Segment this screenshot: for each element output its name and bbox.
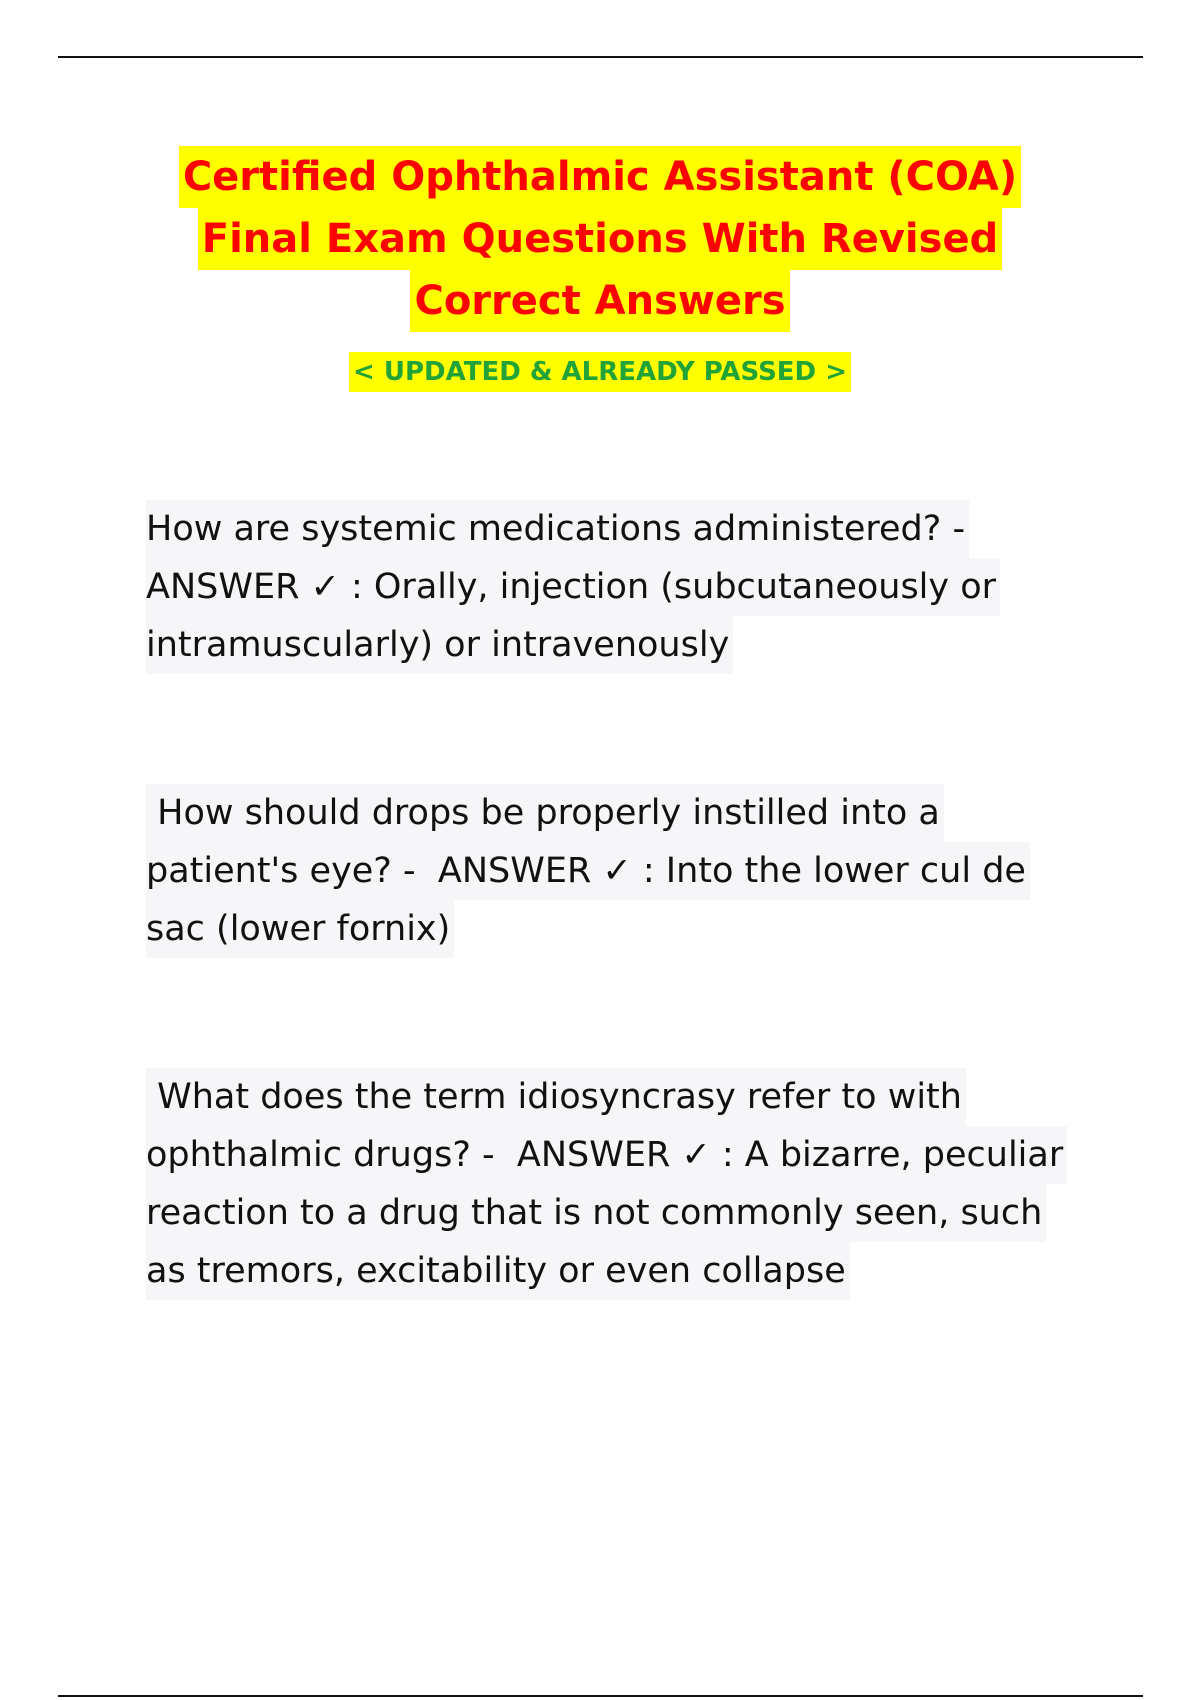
question-line: ANSWER ✓ : Orally, injection (subcutaneously or <box>146 558 1000 616</box>
question-line: ophthalmic drugs? - ANSWER ✓ : A bizarre, peculiar <box>146 1126 1067 1184</box>
question-item-3 <box>146 1068 1106 1300</box>
question-item-2 <box>146 784 1106 958</box>
question-line: reaction to a drug that is not commonly seen, such <box>146 1184 1046 1242</box>
question-line: How are systemic medications administered? - <box>146 500 969 558</box>
question-line: as tremors, excitability or even collapse <box>146 1242 850 1300</box>
question-line: patient's eye? - ANSWER ✓ : Into the lower cul de <box>146 842 1030 900</box>
title-line-1: Certified Ophthalmic Assistant (COA) <box>179 146 1021 208</box>
question-line: sac (lower fornix) <box>146 900 454 958</box>
question-line: What does the term idiosyncrasy refer to with <box>146 1068 966 1126</box>
question-line: intramuscularly) or intravenously <box>146 616 733 674</box>
title-line-3: Correct Answers <box>410 270 789 332</box>
subtitle-badge: < UPDATED & ALREADY PASSED > <box>349 352 851 392</box>
top-rule <box>58 56 1143 58</box>
question-item-1 <box>146 500 1106 674</box>
question-line: How should drops be properly instilled into a <box>146 784 944 842</box>
question-list <box>146 500 1106 1410</box>
title-line-2: Final Exam Questions With Revised <box>198 208 1002 270</box>
bottom-rule <box>58 1695 1143 1697</box>
document-header <box>100 146 1100 392</box>
